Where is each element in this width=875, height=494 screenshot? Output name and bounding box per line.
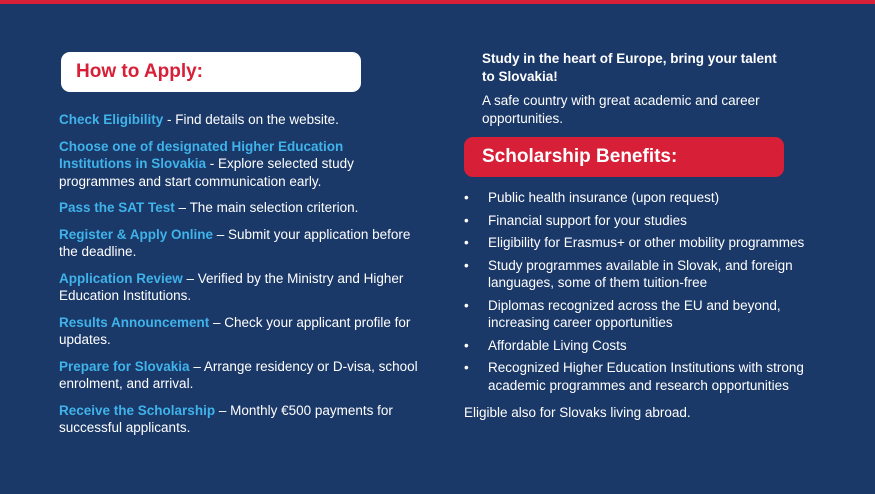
step-item: [59, 358, 419, 393]
step-item: [59, 111, 419, 129]
bullet-icon: •: [464, 297, 469, 313]
bullet-icon: •: [464, 360, 469, 375]
step-title: Pass the SAT Test: [59, 200, 175, 215]
step-item: [59, 138, 419, 191]
benefit-text: Affordable Living Costs: [488, 337, 627, 353]
benefit-text: Eligibility for Erasmus+ or other mobility programmes: [488, 235, 805, 250]
intro-headline: Study in the heart of Europe, bring your talent to Slovakia!: [482, 51, 777, 84]
benefit-item: [464, 189, 828, 207]
benefit-item: [464, 212, 828, 230]
intro-text: A safe country with great academic and career opportunities.: [482, 93, 760, 126]
benefit-item: [464, 234, 828, 252]
benefits-header: [464, 137, 784, 177]
step-item: [59, 270, 419, 305]
step-title: Check Eligibility: [59, 112, 164, 127]
eligibility-note: Eligible also for Slovaks living abroad.: [464, 405, 691, 420]
benefit-item: [464, 337, 828, 355]
step-text: - Find details on the website.: [163, 112, 339, 127]
benefit-text: Recognized Higher Education Institutions with strong academic programmes and research opportunities: [488, 360, 804, 393]
benefits-list: [464, 189, 844, 394]
benefit-item: [464, 359, 828, 394]
step-text: – The main selection criterion.: [174, 200, 359, 215]
benefit-item: [464, 297, 828, 332]
step-item: [59, 199, 419, 217]
step-text: - Explore selected study programmes and start communication early.: [59, 156, 354, 189]
top-accent-bar: [0, 0, 875, 4]
benefit-text: Public health insurance (upon request): [488, 190, 720, 205]
bullet-icon: •: [464, 337, 469, 353]
bullet-icon: •: [464, 212, 469, 228]
bullet-icon: •: [464, 257, 469, 273]
step-item: [59, 226, 419, 261]
step-item: [59, 314, 419, 349]
benefit-item: [464, 257, 828, 292]
bullet-icon: •: [464, 190, 469, 205]
benefit-text: Diplomas recognized across the EU and beyond, increasing career opportunities: [488, 297, 781, 330]
benefits-section: [464, 50, 844, 422]
step-title: Register & Apply Online: [59, 226, 214, 242]
step-title: Results Announcement: [59, 314, 210, 330]
benefit-text: Financial support for your studies: [488, 212, 687, 228]
how-to-apply-section: [59, 52, 419, 446]
step-text: – Check your applicant profile for updates.: [59, 314, 411, 347]
step-item: [59, 402, 419, 437]
step-text: – Monthly €500 payments for successful applicants.: [59, 402, 393, 435]
benefits-title: Scholarship Benefits:: [482, 146, 678, 167]
step-text: – Verified by the Ministry and Higher Education Institutions.: [59, 270, 404, 303]
steps-list: [59, 111, 419, 437]
step-text: – Arrange residency or D-visa, school enrolment, and arrival.: [59, 358, 418, 391]
bullet-icon: •: [464, 235, 469, 250]
step-title: Application Review: [59, 270, 183, 286]
benefit-text: Study programmes available in Slovak, and foreign languages, some of them tuition-free: [488, 257, 793, 290]
step-title: Choose one of designated Higher Education Institutions in Slovakia: [59, 138, 344, 171]
how-to-apply-title: How to Apply:: [76, 61, 203, 82]
step-title: Prepare for Slovakia: [59, 358, 190, 374]
step-text: – Submit your application before the deadline.: [59, 226, 411, 259]
step-title: Receive the Scholarship: [59, 402, 216, 418]
how-to-apply-header: [61, 52, 361, 92]
